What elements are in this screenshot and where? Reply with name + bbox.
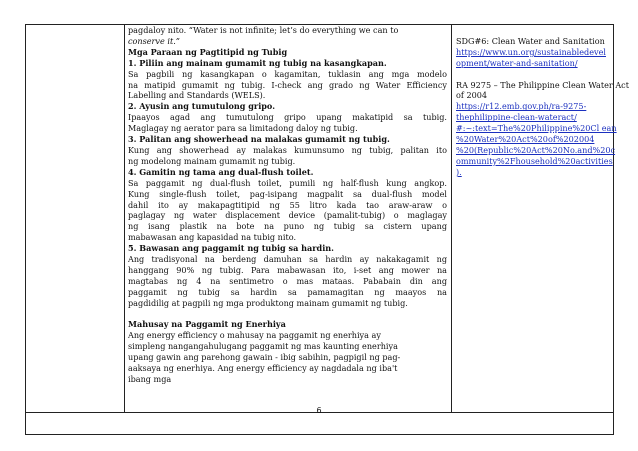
sdg-link-part-2[interactable]: opment/water-and-sanitation/ — [456, 57, 578, 68]
sdg-title: SDG#6: Clean Water and Sanitation — [456, 35, 605, 46]
main-text-lines — [128, 25, 447, 385]
ra-title-line-2: of 2004 — [456, 90, 488, 101]
ra-link-line[interactable]: #:~:text=The%20Philippine%20Cl ean — [456, 123, 617, 134]
text-line: paglagay ng water displacement device (pamalit-tubig) o maglagay — [128, 210, 447, 221]
text-line — [128, 309, 447, 320]
ra-link-line[interactable]: %20Water%20Act%20of%202004 — [456, 134, 595, 145]
text-line: ibang mga — [128, 373, 172, 384]
ra-link-line[interactable]: thephilippine-clean-wateract/ — [456, 112, 577, 123]
text-line: dahil ito ay makapagtitipid ng 55 litro kada tao araw-araw o — [128, 199, 447, 210]
text-line: mabawasan ang kapasidad na tubig nito. — [128, 232, 297, 243]
text-line: Sa pagbili ng kasangkapan o kagamitan, tuklasin ang mga modelo — [128, 68, 447, 79]
text-line: paggamit ng tubig sa hardin sa pamamagitan ng maayos na — [128, 286, 447, 297]
sdg-link-part-1[interactable]: https://www.un.org/sustainabledevel — [456, 46, 606, 57]
text-line: Ang energy efficiency o mahusay na paggamit ng enerhiya ay — [128, 330, 381, 341]
text-line: hanggang 90% ng tubig. Para mabawasan ito, i-set ang mower na — [128, 264, 447, 275]
text-line: Kung single-flush toilet, pag-isipang magpalit sa dual-flush model — [128, 188, 447, 199]
text-line: aaksaya ng enerhiya. Ang energy efficiency ay nagdadala ng iba't — [128, 363, 398, 374]
page-number: 6 — [316, 406, 322, 415]
ra-title-line-1: RA 9275 – The Philippine Clean Water Act — [456, 79, 629, 90]
text-line: na matipid gumamit ng tubig. I-check ang grado ng Water Efficiency — [128, 79, 447, 90]
text-line: upang gawin ang parehong gawain - ibig sabihin, pagpigil ng pag- — [128, 352, 401, 363]
references-column — [452, 25, 629, 412]
text-line: ng modelong mainam gumamit ng tubig. — [128, 155, 296, 166]
ra-link-line[interactable]: ommunity%2Fhousehold%20activities — [456, 155, 613, 166]
text-line: 2. Ayusin ang tumutulong gripo. — [128, 101, 276, 112]
left-column — [26, 25, 125, 412]
text-line: simpleng nangangahulugang paggamit ng mas kaunting enerhiya — [128, 341, 398, 352]
text-line: 3. Palitan ang showerhead na malakas gumamit ng tubig. — [128, 134, 390, 145]
text-line: 4. Gamitin ng tama ang dual-flush toilet. — [128, 166, 314, 177]
text-line: Ang tradisyonal na berdeng damuhan sa hardin ay nakakagamit ng — [128, 254, 447, 265]
ra-link-lines — [456, 101, 617, 177]
text-line: Mahusay na Paggamit ng Enerhiya — [128, 319, 286, 330]
ra-link-line[interactable]: https://r12.emb.gov.ph/ra-9275- — [456, 101, 587, 112]
main-text-column — [124, 25, 452, 412]
text-line: Maglagay ng aerator para sa limitadong daloy ng tubig. — [128, 123, 358, 134]
text-line: Labelling and Standards (WELS). — [128, 90, 266, 101]
text-line: Kung ang showerhead ay malakas kumunsumo ng tubig, palitan ito — [128, 144, 447, 155]
text-line: Mga Paraan ng Pagtitipid ng Tubig — [128, 46, 288, 57]
text-line: ng isang plastik na bote na puno ng tubig sa cistern upang — [128, 221, 447, 232]
text-line: Ipaayos agad ang tumutulong gripo upang makatipid sa tubig. — [128, 112, 447, 123]
ra-link-line[interactable]: ). — [456, 166, 462, 177]
text-line: magtabas ng 4 na sentimetro o mas mataas. Pababain din ang — [128, 275, 447, 286]
content-table — [25, 24, 629, 435]
text-line: Sa paggamit ng dual-flush toilet, pumili ng half-flush kung angkop. — [128, 177, 447, 188]
text-line: pagdidilig at pagpili ng mga produktong mainam gumamit ng tubig. — [128, 297, 408, 308]
ra-link-line[interactable]: %20(Republic%20Act%20No.and%20c — [456, 144, 616, 155]
text-line: conserve it.” — [128, 35, 180, 46]
text-line: 1. Piliin ang mainam gumamit ng tubig na kasangkapan. — [128, 57, 387, 68]
text-line: pagdaloy nito. “Water is not infinite; let’s do everything we can to — [128, 25, 399, 35]
text-line: 5. Bawasan ang paggamit ng tubig sa hardin. — [128, 243, 334, 254]
